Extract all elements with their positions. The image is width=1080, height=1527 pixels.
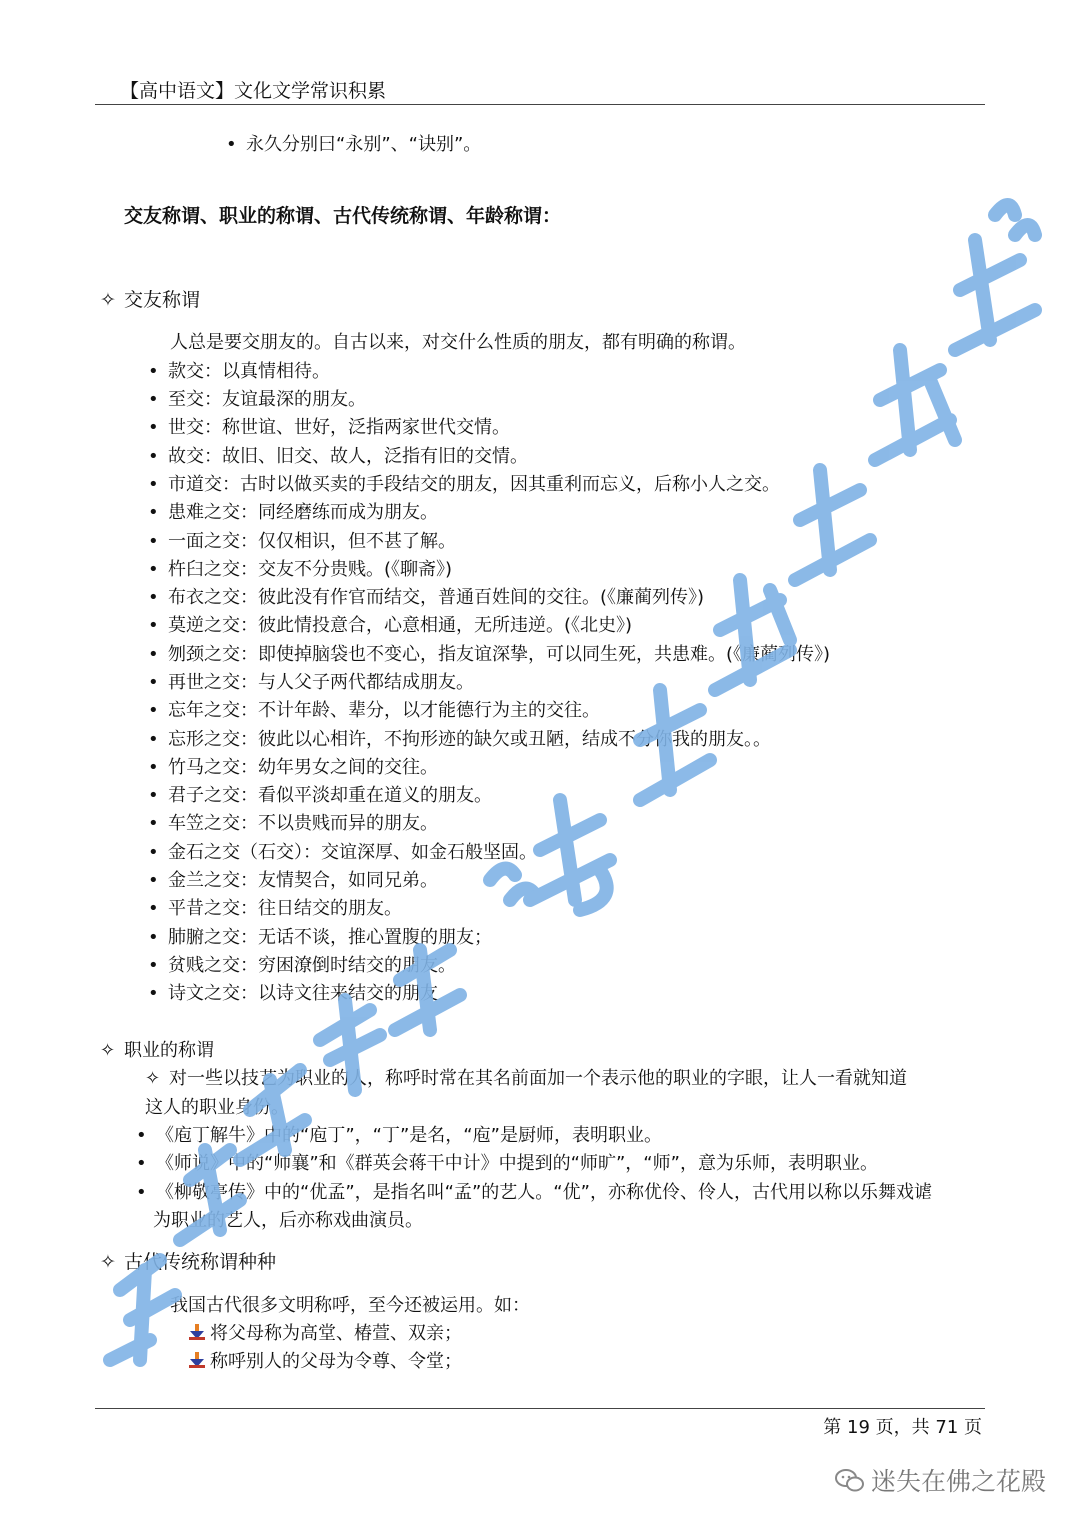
list-item — [226, 133, 481, 157]
main-heading: 交友称谓、职业的称谓、古代传统称谓、年龄称谓： — [124, 205, 562, 227]
bullet-icon: • — [148, 870, 159, 891]
list-item — [148, 558, 452, 582]
list-item — [136, 1181, 932, 1205]
bullet-icon: • — [148, 615, 159, 636]
job-intro-line2: 这人的职业身份。 — [145, 1097, 289, 1118]
bullet-icon: • — [148, 700, 159, 721]
list-item-text: 刎颈之交：即使掉脑袋也不变心，指友谊深挚，可以同生死，共患难。(《廉蔺列传》) — [168, 644, 831, 665]
bullet-icon: • — [148, 955, 159, 976]
list-item-text: 平昔之交：往日结交的朋友。 — [168, 898, 402, 919]
list-item — [148, 388, 366, 412]
arrow-bullet-icon — [188, 1351, 206, 1369]
list-item — [148, 671, 474, 695]
list-item — [148, 643, 830, 667]
list-item — [148, 445, 528, 469]
list-item-text: 金兰之交：友情契合，如同兄弟。 — [168, 870, 438, 891]
job-intro-line1 — [145, 1067, 907, 1091]
list-item-text: 《柳敬亭传》中的“优孟”，是指名叫“孟”的艺人。“优”，亦称优伶、伶人，古代用以称以乐舞戏谑 — [156, 1182, 932, 1203]
traditional-intro: 我国古代很多文明称呼，至今还被运用。如： — [170, 1295, 530, 1316]
bullet-icon: • — [148, 474, 159, 495]
bullet-icon: • — [148, 927, 159, 948]
diamond-star-icon: ✧ — [100, 289, 116, 311]
bullet-icon: • — [148, 389, 159, 410]
bullet-icon: • — [148, 417, 159, 438]
job-intro-text: 对一些以技艺为职业的人，称呼时常在其名前面加一个表示他的职业的字眼，让人一看就知道 — [169, 1068, 907, 1089]
list-item — [148, 699, 600, 723]
list-item-text: 患难之交：同经磨练而成为朋友。 — [168, 502, 438, 523]
list-item — [148, 926, 492, 950]
bullet-icon: • — [148, 983, 159, 1004]
bullet-icon: • — [148, 672, 159, 693]
list-item-text: 《庖丁解牛》中的“庖丁”，“丁”是名，“庖”是厨师，表明职业。 — [156, 1125, 662, 1146]
list-item-continuation: 为职业的艺人，后亦称戏曲演员。 — [153, 1210, 423, 1231]
list-item-text: 一面之交：仅仅相识，但不甚了解。 — [168, 531, 456, 552]
bullet-icon: • — [148, 587, 159, 608]
list-item-text: 贫贱之交：穷困潦倒时结交的朋友。 — [168, 955, 456, 976]
bullet-icon: • — [148, 898, 159, 919]
footer-divider — [95, 1408, 985, 1409]
page-number: 第 19 页，共 71 页 — [823, 1417, 982, 1438]
list-item-text: 款交：以真情相待。 — [168, 361, 330, 382]
bullet-icon: • — [148, 446, 159, 467]
bullet-icon: • — [148, 842, 159, 863]
list-item-text: 金石之交（石交）：交谊深厚、如金石般坚固。 — [168, 842, 537, 863]
list-item — [148, 416, 510, 440]
list-item-text: 竹马之交：幼年男女之间的交往。 — [168, 757, 438, 778]
list-item-text: 再世之交：与人父子两代都结成朋友。 — [168, 672, 474, 693]
list-item-text: 世交：称世谊、世好，泛指两家世代交情。 — [168, 417, 510, 438]
wechat-icon — [835, 1468, 865, 1500]
list-item — [148, 897, 402, 921]
bullet-icon: • — [148, 813, 159, 834]
section-title-text: 职业的称谓 — [124, 1040, 214, 1061]
bullet-icon: • — [148, 361, 159, 382]
section-title-friend — [100, 288, 200, 312]
list-item — [148, 614, 632, 638]
list-item — [136, 1152, 878, 1176]
list-item-text: 杵臼之交：交友不分贵贱。(《聊斋》) — [168, 559, 453, 580]
list-item-text: 至交：友谊最深的朋友。 — [168, 389, 366, 410]
list-item — [148, 841, 537, 865]
list-item-text: 莫逆之交：彼此情投意合，心意相通，无所违逆。(《北史》) — [168, 615, 633, 636]
header-divider — [95, 104, 985, 105]
list-item-text: 忘年之交：不计年龄、辈分，以才能德行为主的交往。 — [168, 700, 600, 721]
list-item — [148, 473, 780, 497]
document-header-title: 【高中语文】文化文学常识积累 — [120, 80, 387, 102]
list-item-text: 车笠之交：不以贵贱而异的朋友。 — [168, 813, 438, 834]
list-item-text: 故交：故旧、旧交、故人，泛指有旧的交情。 — [168, 446, 528, 467]
diamond-star-icon: ✧ — [145, 1068, 161, 1089]
bullet-icon: • — [148, 502, 159, 523]
list-item — [148, 982, 438, 1006]
section-title-text: 交友称谓 — [124, 289, 201, 311]
bullet-icon: • — [136, 1125, 147, 1146]
intro-bullet-text: 永久分别曰“永别”、“诀别”。 — [246, 134, 482, 155]
bullet-icon: • — [148, 531, 159, 552]
section-title-text: 古代传统称谓种种 — [124, 1251, 277, 1273]
list-item — [136, 1124, 662, 1148]
list-item — [148, 812, 438, 836]
bullet-icon: • — [148, 757, 159, 778]
list-item-text: 将父母称为高堂、椿萱、双亲； — [210, 1323, 462, 1344]
section-title-job — [100, 1039, 214, 1063]
diamond-star-icon: ✧ — [100, 1040, 116, 1061]
list-item — [188, 1350, 462, 1374]
bullet-icon: • — [148, 729, 159, 750]
list-item-text: 肺腑之交：无话不谈，推心置腹的朋友； — [168, 927, 492, 948]
list-item-text: 忘形之交：彼此以心相许，不拘形迹的缺欠或丑陋，结成不分你我的朋友。。 — [168, 729, 771, 750]
footer-brand-text: 迷失在佛之花殿 — [870, 1467, 1046, 1496]
list-item — [188, 1322, 462, 1346]
list-item — [148, 360, 330, 384]
list-item-text: 诗文之交：以诗文往来结交的朋友 — [168, 983, 438, 1004]
bullet-icon: • — [148, 785, 159, 806]
bullet-icon: • — [148, 644, 159, 665]
section-title-traditional — [100, 1250, 276, 1274]
list-item-text: 布衣之交：彼此没有作官而结交，普通百姓间的交往。(《廉蔺列传》) — [168, 587, 705, 608]
list-item-text: 市道交：古时以做买卖的手段结交的朋友，因其重利而忘义，后称小人之交。 — [168, 474, 780, 495]
list-item — [148, 954, 456, 978]
list-item — [148, 756, 438, 780]
bullet-icon: • — [136, 1153, 147, 1174]
list-item — [148, 586, 704, 610]
bullet-icon: • — [136, 1182, 147, 1203]
diamond-star-icon: ✧ — [100, 1251, 116, 1273]
list-item-text: 称呼别人的父母为令尊、令堂； — [210, 1351, 462, 1372]
bullet-icon: • — [148, 559, 159, 580]
list-item — [148, 530, 456, 554]
friend-intro: 人总是要交朋友的。自古以来，对交什么性质的朋友，都有明确的称谓。 — [170, 332, 746, 353]
bullet-icon: • — [226, 134, 237, 155]
list-item — [148, 501, 438, 525]
list-item — [148, 728, 771, 752]
list-item — [148, 784, 492, 808]
footer-brand — [835, 1462, 1046, 1500]
list-item-text: 《师说》中的“师襄”和《群英会蒋干中计》中提到的“师旷”，“师”，意为乐师，表明职业。 — [156, 1153, 878, 1174]
list-item — [148, 869, 438, 893]
list-item-text: 君子之交：看似平淡却重在道义的朋友。 — [168, 785, 492, 806]
arrow-bullet-icon — [188, 1323, 206, 1341]
